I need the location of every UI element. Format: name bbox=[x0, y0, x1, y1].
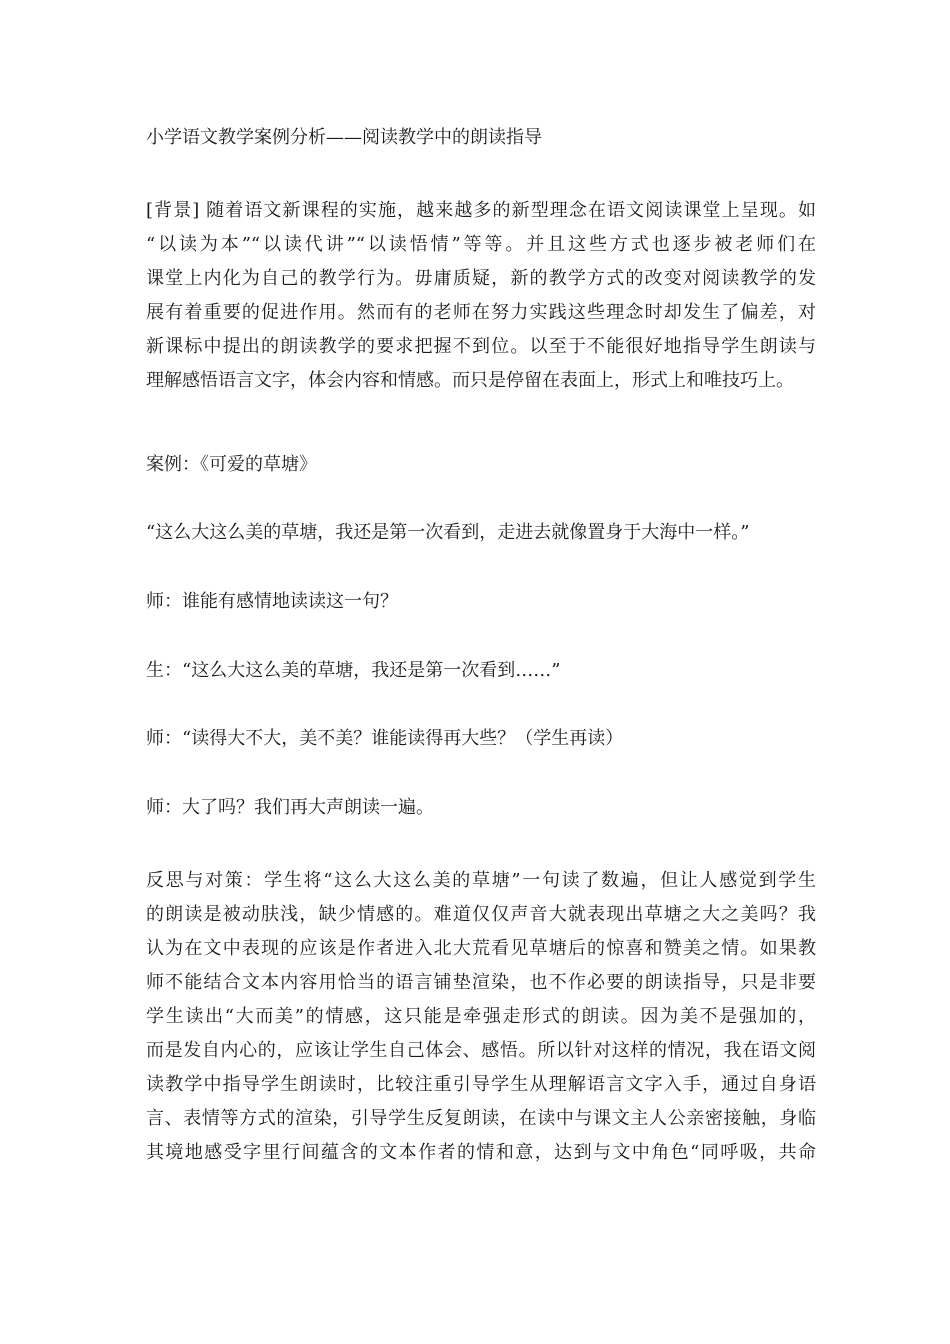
background-line: 课堂上内化为自己的教学行为。毋庸质疑，新的教学方式的改变对阅读教学的发 bbox=[146, 268, 816, 289]
reflection-line: 读教学中指导学生朗读时，比较注重引导学生从理解语言文字入手，通过自身语 bbox=[146, 1074, 816, 1095]
quote-line: “这么大这么美的草塘，我还是第一次看到，走进去就像置身于大海中一样。” bbox=[146, 522, 750, 543]
background-line: 新课标中提出的朗读教学的要求把握不到位。以至于不能很好地指导学生朗读与 bbox=[146, 336, 816, 357]
background-line: “以读为本”“以读代讲”“以读悟情”等等。并且这些方式也逐步被老师们在 bbox=[146, 234, 816, 255]
reflection-line: 其境地感受字里行间蕴含的文本作者的情和意，达到与文中角色“同呼吸，共命 bbox=[146, 1142, 816, 1163]
document-title: 小学语文教学案例分析——阅读教学中的朗读指导 bbox=[146, 127, 542, 148]
dialogue-line: 师：“读得大不大，美不美？谁能读得再大些？（学生再读） bbox=[146, 728, 624, 749]
reflection-line: 认为在文中表现的应该是作者进入北大荒看见草塘后的惊喜和赞美之情。如果教 bbox=[146, 938, 816, 959]
background-line: 理解感悟语言文字，体会内容和情感。而只是停留在表面上，形式上和唯技巧上。 bbox=[146, 370, 794, 391]
case-title: 案例：《可爱的草塘》 bbox=[146, 454, 317, 475]
reflection-line: 言、表情等方式的渲染，引导学生反复朗读，在读中与课文主人公亲密接触，身临 bbox=[146, 1108, 816, 1129]
dialogue-line: 师：谁能有感情地读读这一句？ bbox=[146, 591, 398, 612]
reflection-line: 师不能结合文本内容用恰当的语言铺垫渲染，也不作必要的朗读指导，只是非要 bbox=[146, 972, 816, 993]
reflection-line: 学生读出“大而美”的情感，这只能是牵强走形式的朗读。因为美不是强加的， bbox=[146, 1006, 816, 1027]
dialogue-line: 生：“这么大这么美的草塘，我还是第一次看到……” bbox=[146, 660, 561, 681]
background-line: [背景] 随着语文新课程的实施，越来越多的新型理念在语文阅读课堂上呈现。如 bbox=[146, 200, 816, 221]
background-paragraph bbox=[146, 194, 816, 398]
reflection-line: 而是发自内心的，应该让学生自己体会、感悟。所以针对这样的情况，我在语文阅 bbox=[146, 1040, 816, 1061]
reflection-line: 反思与对策：学生将“这么大这么美的草塘”一句读了数遍，但让人感觉到学生 bbox=[146, 870, 816, 891]
reflection-line: 的朗读是被动肤浅，缺少情感的。难道仅仅声音大就表现出草塘之大之美吗？我 bbox=[146, 904, 816, 925]
reflection-paragraph bbox=[146, 864, 816, 1170]
dialogue-line: 师：大了吗？我们再大声朗读一遍。 bbox=[146, 797, 434, 818]
background-line: 展有着重要的促进作用。然而有的老师在努力实践这些理念时却发生了偏差，对 bbox=[146, 302, 816, 323]
